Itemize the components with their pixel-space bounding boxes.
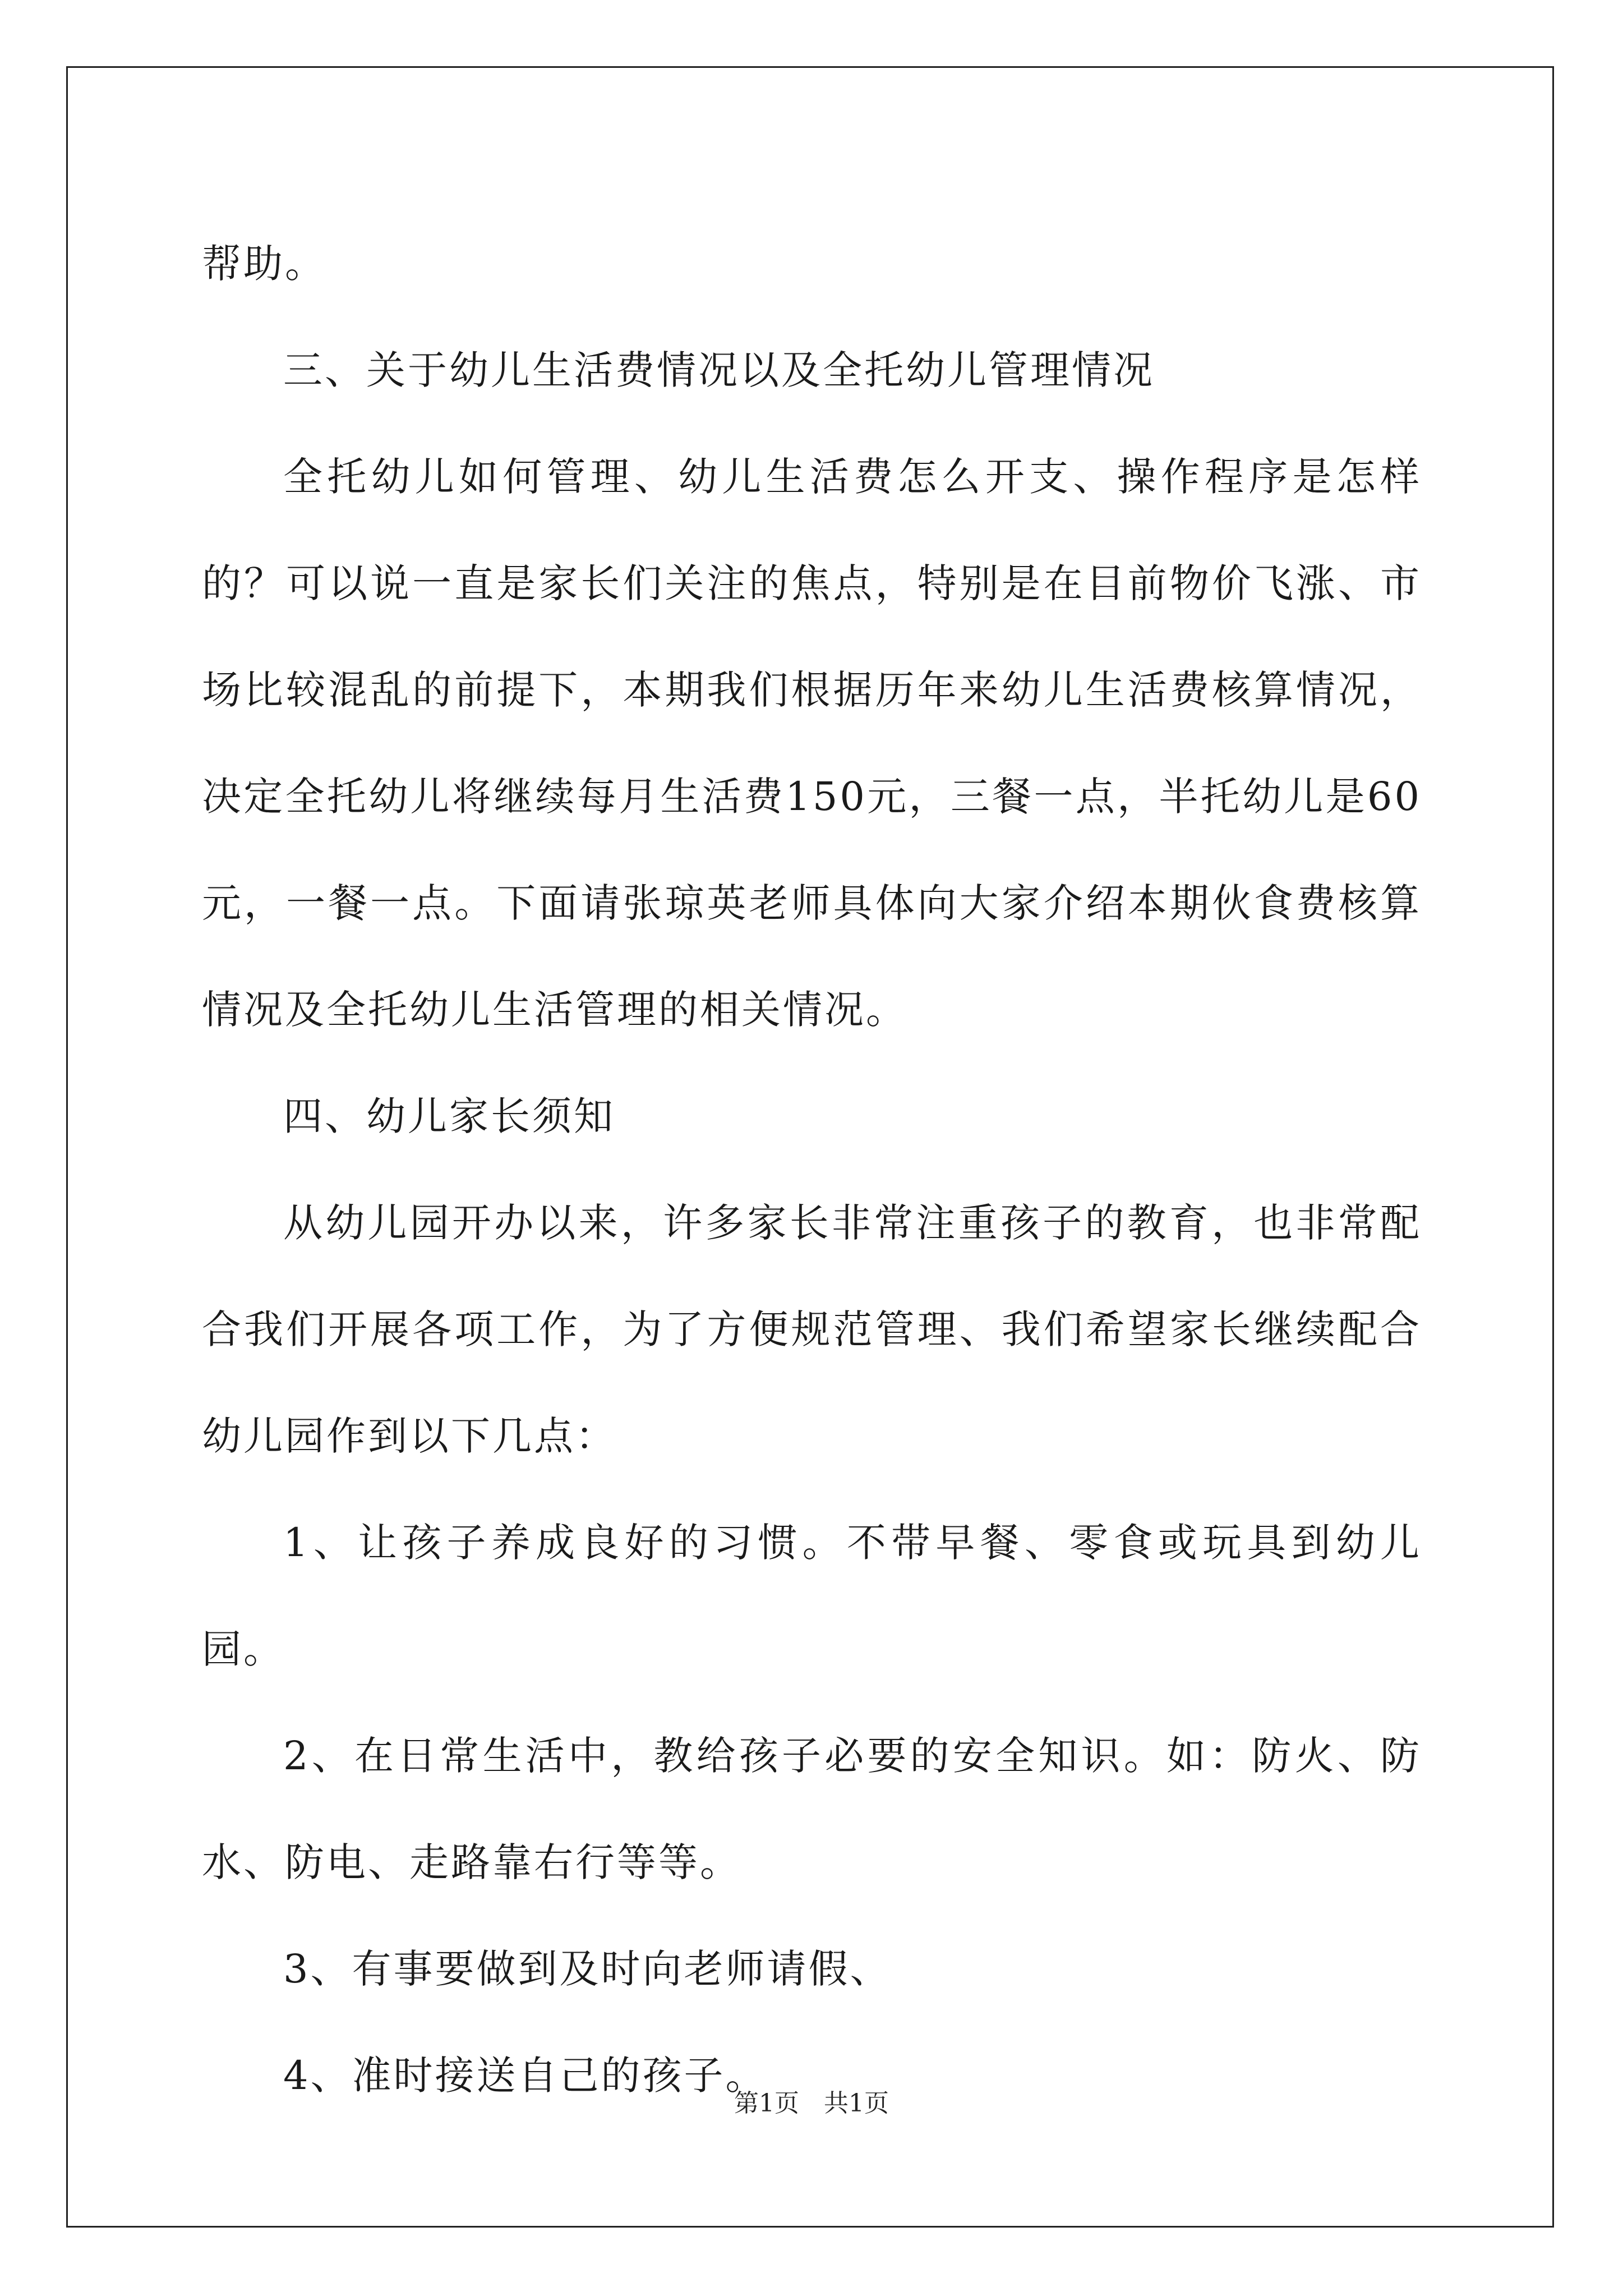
paragraph-parent-notice: 从幼儿园开办以来，许多家长非常注重孩子的教育，也非常配合我们开展各项工作，为了方便规范管理、我们希望家长继续配合幼儿园作到以下几点：: [202, 1200, 1422, 1459]
page-number-footer: 第1页 共1页: [734, 2089, 889, 2118]
list-item-2: 2、在日常生活中，教给孩子必要的安全知识。如：防火、防水、防电、走路靠右行等等。: [202, 1733, 1422, 1885]
section-heading-three: 三、关于幼儿生活费情况以及全托幼儿管理情况: [283, 347, 1155, 393]
paragraph-continuation: 帮助。: [202, 241, 326, 287]
section-heading-four: 四、幼儿家长须知: [283, 1093, 615, 1139]
paragraph-fees: 全托幼儿如何管理、幼儿生活费怎么开支、操作程序是怎样的？可以说一直是家长们关注的焦点，特别是在目前物价飞涨、市场比较混乱的前提下，本期我们根据历年来幼儿生活费核算情况，决定全托幼儿将继续每月生活费150元，三餐一点，半托幼儿是60元，一餐一点。下面请张琼英老师具体向大家介绍本期伙食费核算情况及全托幼儿生活管理的相关情况。: [202, 454, 1422, 1033]
document-body: [202, 210, 1422, 2129]
list-item-3: 3、有事要做到及时向老师请假、: [283, 1946, 892, 1992]
list-item-1: 1、让孩子养成良好的习惯。不带早餐、零食或玩具到幼儿园。: [202, 1520, 1422, 1672]
list-item-4: 4、准时接送自己的孩子。: [283, 2053, 767, 2099]
